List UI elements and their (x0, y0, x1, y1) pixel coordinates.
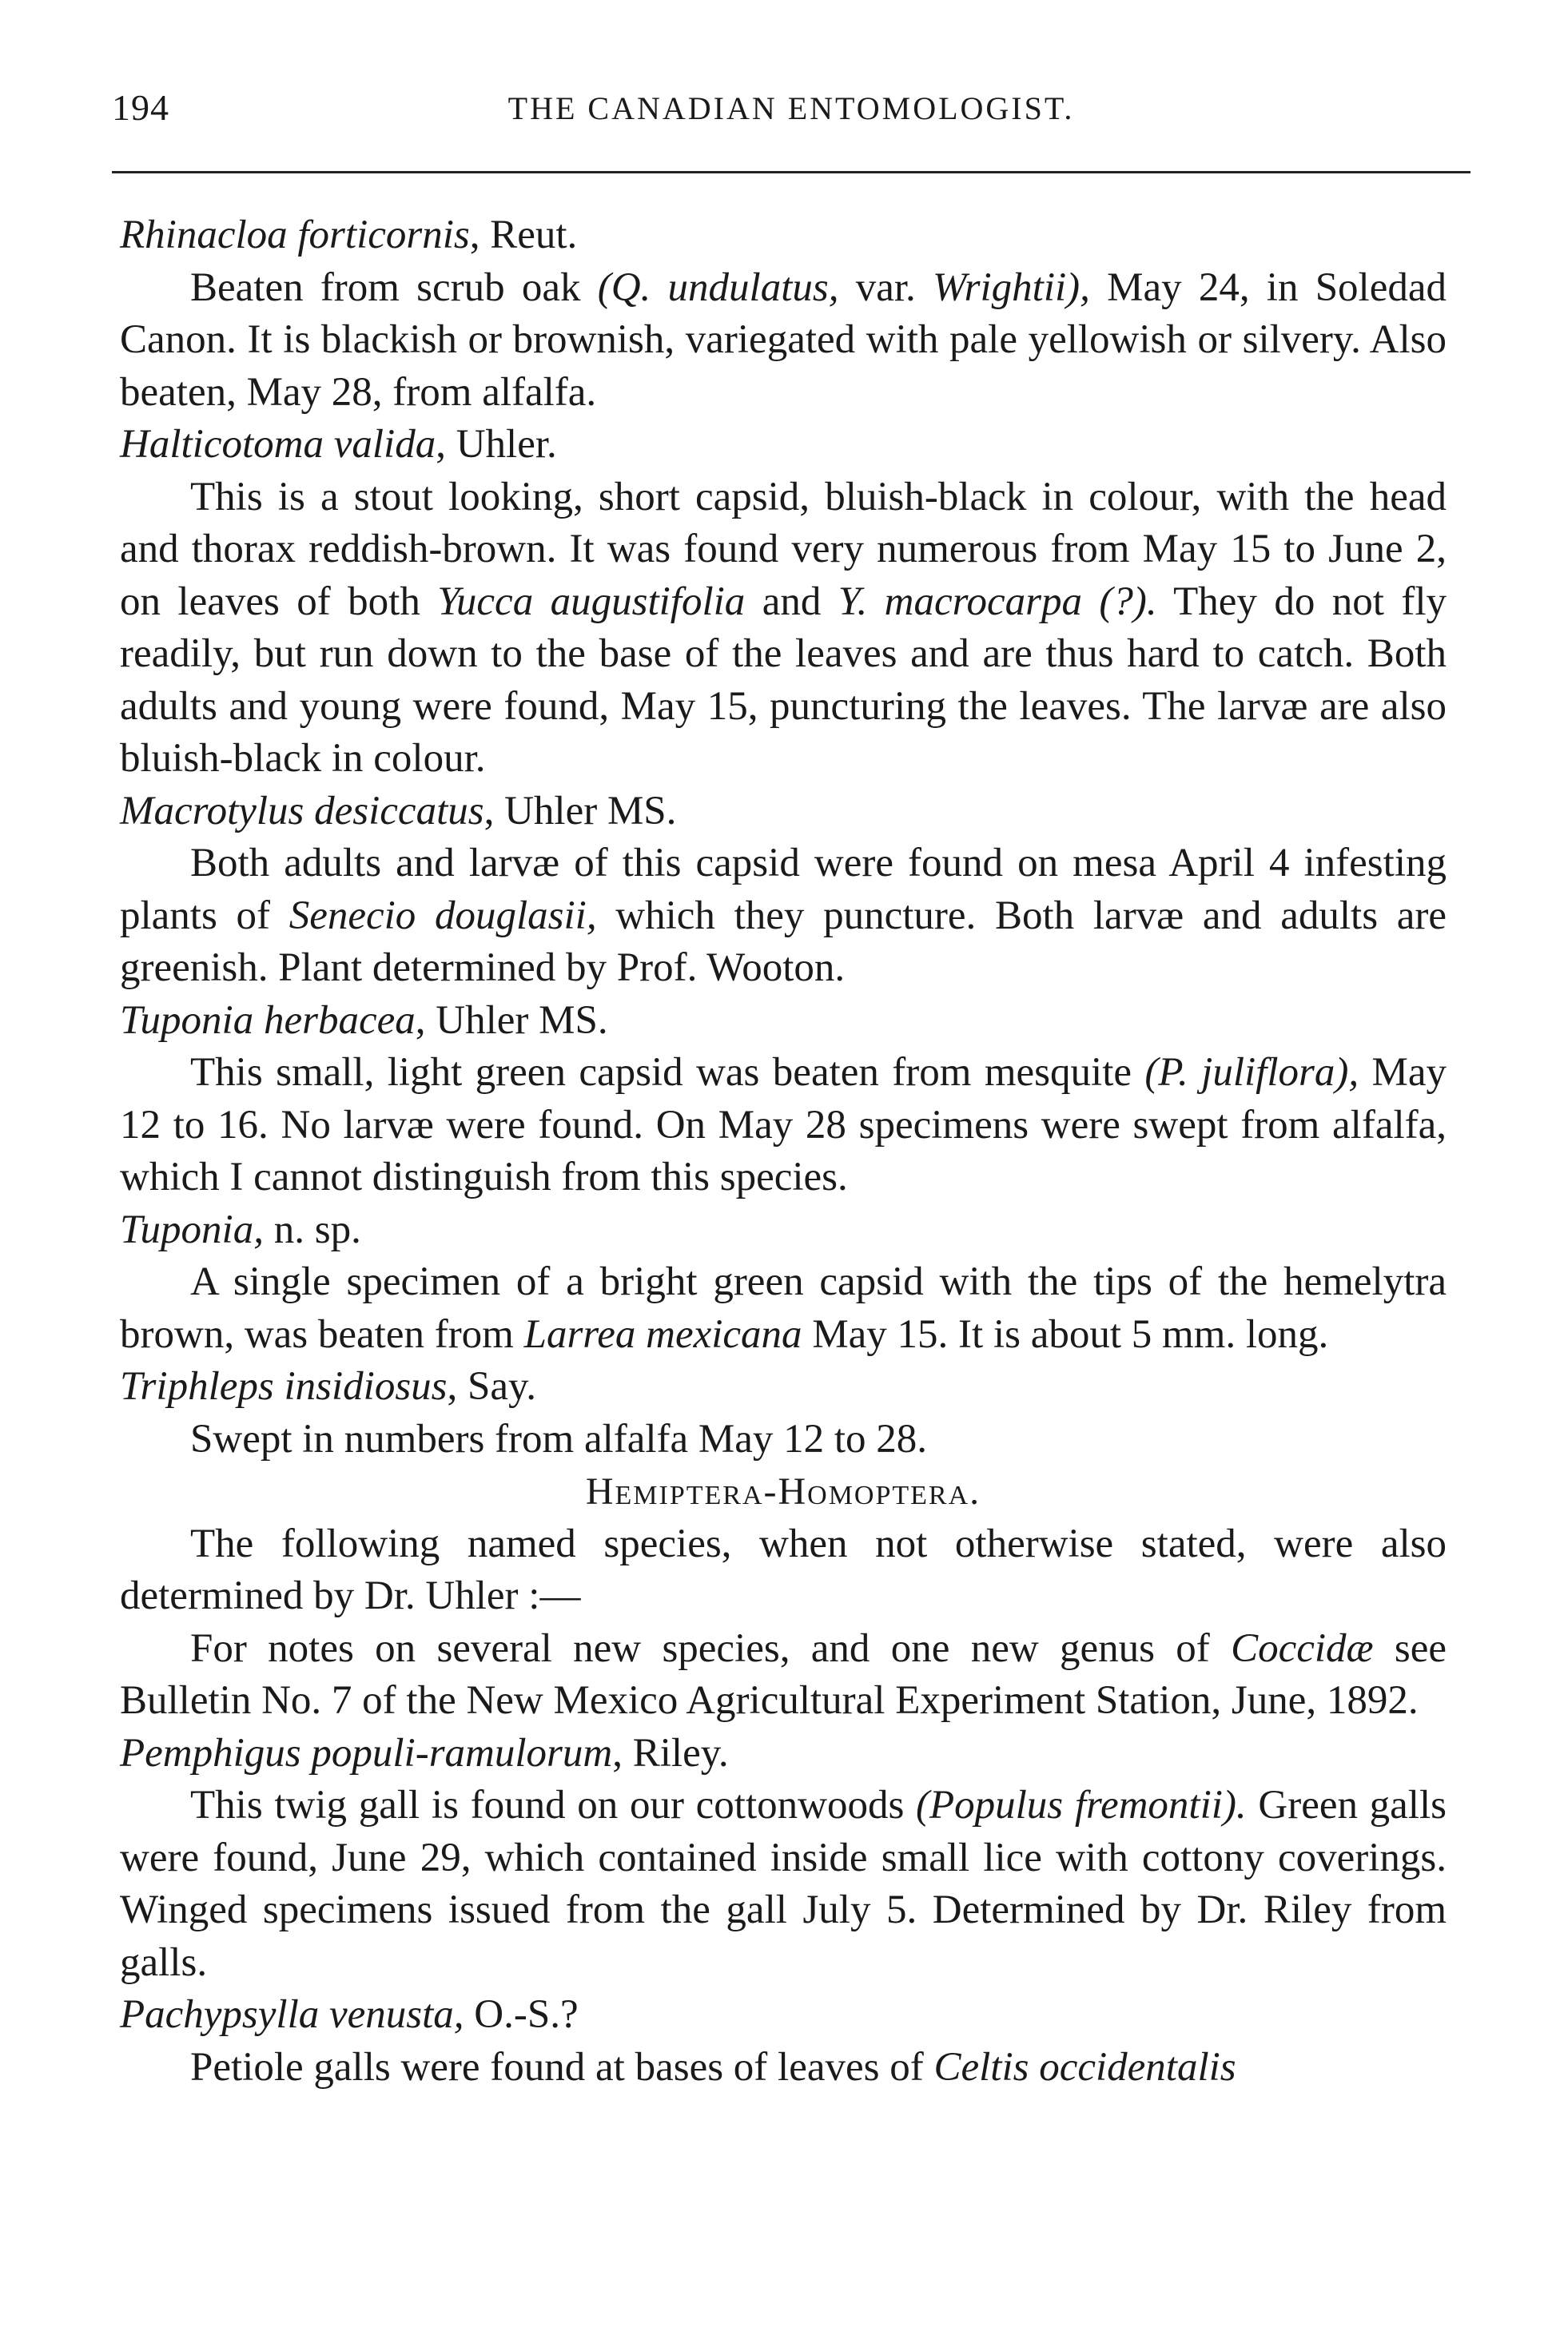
species-paragraph (120, 262, 1447, 420)
section-note (120, 1623, 1447, 1728)
body-text (120, 209, 1447, 2094)
text-run: They do not fly readily, but run down to the base of the leaves and are thus hard to catch. Both adults and young were found, May 15, puncturing the leaves. The larvæ are also bluish-black in colour. (120, 579, 1447, 781)
species-name: Pachypsylla venusta, (120, 1992, 464, 2037)
species-heading (120, 209, 1447, 262)
species-heading (120, 419, 1447, 471)
italic-run: (Q. undulatus, (597, 265, 839, 310)
species-name: Triphleps insidiosus (120, 1364, 448, 1409)
species-author: , Uhler MS. (415, 997, 608, 1043)
text-run: This small, light green capsid was beaten from mesquite (190, 1050, 1145, 1095)
text-run: This twig gall is found on our cottonwoods (190, 1783, 916, 1828)
species-paragraph (120, 2042, 1447, 2094)
species-author: O.-S.? (464, 1992, 579, 2037)
species-paragraph (120, 1256, 1447, 1361)
species-heading (120, 1204, 1447, 1257)
species-paragraph (120, 1780, 1447, 1989)
species-heading (120, 786, 1447, 838)
text-run: var. (838, 265, 933, 310)
text-run: Swept in numbers from alfalfa May 12 to 28. (190, 1416, 928, 1462)
header-rule (112, 171, 1470, 173)
species-paragraph (120, 471, 1447, 786)
species-name: Rhinacloa forticornis (120, 213, 470, 257)
italic-run: (P. juliflora), (1144, 1050, 1359, 1095)
species-name: Halticotoma valida (120, 422, 436, 467)
italic-run: Larrea mexicana (523, 1311, 802, 1357)
italic-run: Wrightii), (932, 265, 1090, 310)
italic-run: Y. macrocarpa (?). (838, 579, 1157, 624)
running-title: THE CANADIAN ENTOMOLOGIST. (507, 90, 1075, 126)
text-run: May 24, in Soledad Canon. It is blackish or brownish, variegated with pale yellowish or silvery. Also beaten, May 28, from alfalfa. (120, 265, 1447, 415)
page-header (112, 86, 1470, 142)
section-heading: Hemiptera-Homoptera. (585, 1470, 981, 1513)
species-author: , Riley. (612, 1730, 729, 1776)
text-run: For notes on several new species, and one new genus of (190, 1625, 1232, 1671)
species-author: , Say. (447, 1364, 536, 1409)
species-name: Pemphigus populi-ramulorum (120, 1730, 613, 1776)
species-author: , Uhler. (436, 422, 557, 467)
text-run: Both adults and larvæ of this capsid were found on mesa April 4 infesting plants of (120, 841, 1447, 938)
page-number: 194 (112, 87, 169, 128)
species-author: n. sp. (263, 1207, 361, 1252)
section-intro: The following named species, when not otherwise stated, were also determined by Dr. Uhler :— (120, 1521, 1447, 1618)
text-run: see Bulletin No. 7 of the New Mexico Agricultural Experiment Station, June, 1892. (120, 1625, 1447, 1723)
species-paragraph (120, 1414, 1447, 1466)
text-run: May 12 to 16. No larvæ were found. On May 28 specimens were swept from alfalfa, which I cannot distinguish from this species. (120, 1050, 1447, 1199)
italic-run: Yucca augustifolia (437, 579, 746, 624)
species-author: , Uhler MS. (484, 788, 677, 833)
italic-run: Senecio douglasii, (289, 893, 597, 938)
text-run: Petiole galls were found at bases of leaves of (190, 2044, 934, 2090)
species-name: Tuponia, (120, 1207, 264, 1252)
species-author: , Reut. (469, 213, 578, 257)
text-run: This is a stout looking, short capsid, bluish-black in colour, with the head and thorax reddish-brown. It was found very numerous from May 15 to June 2, on leaves of both (120, 474, 1447, 624)
text-run: May 15. It is about 5 mm. long. (802, 1311, 1329, 1357)
italic-run: Coccidæ (1231, 1625, 1374, 1671)
species-paragraph (120, 837, 1447, 995)
species-heading (120, 1728, 1447, 1780)
species-paragraph (120, 1047, 1447, 1204)
text-run: and (745, 579, 838, 624)
text-run: which they puncture. Both larvæ and adults are greenish. Plant determined by Prof. Wooton. (120, 893, 1447, 990)
species-heading (120, 1361, 1447, 1414)
text-run: A single specimen of a bright green capsid with the tips of the hemelytra brown, was beaten from (120, 1259, 1447, 1357)
species-name: Macrotylus desiccatus (120, 788, 484, 833)
species-name: Tuponia herbacea (120, 997, 416, 1043)
italic-run: Celtis occidentalis (933, 2044, 1236, 2090)
species-heading (120, 995, 1447, 1048)
text-run: Beaten from scrub oak (190, 265, 598, 310)
species-heading (120, 1989, 1447, 2042)
text-run: Green galls were found, June 29, which contained inside small lice with cottony coverings. Winged specimens issued from the gall July 5. Determined by Dr. Riley from galls. (120, 1783, 1447, 1985)
italic-run: (Populus fremontii). (916, 1783, 1247, 1828)
